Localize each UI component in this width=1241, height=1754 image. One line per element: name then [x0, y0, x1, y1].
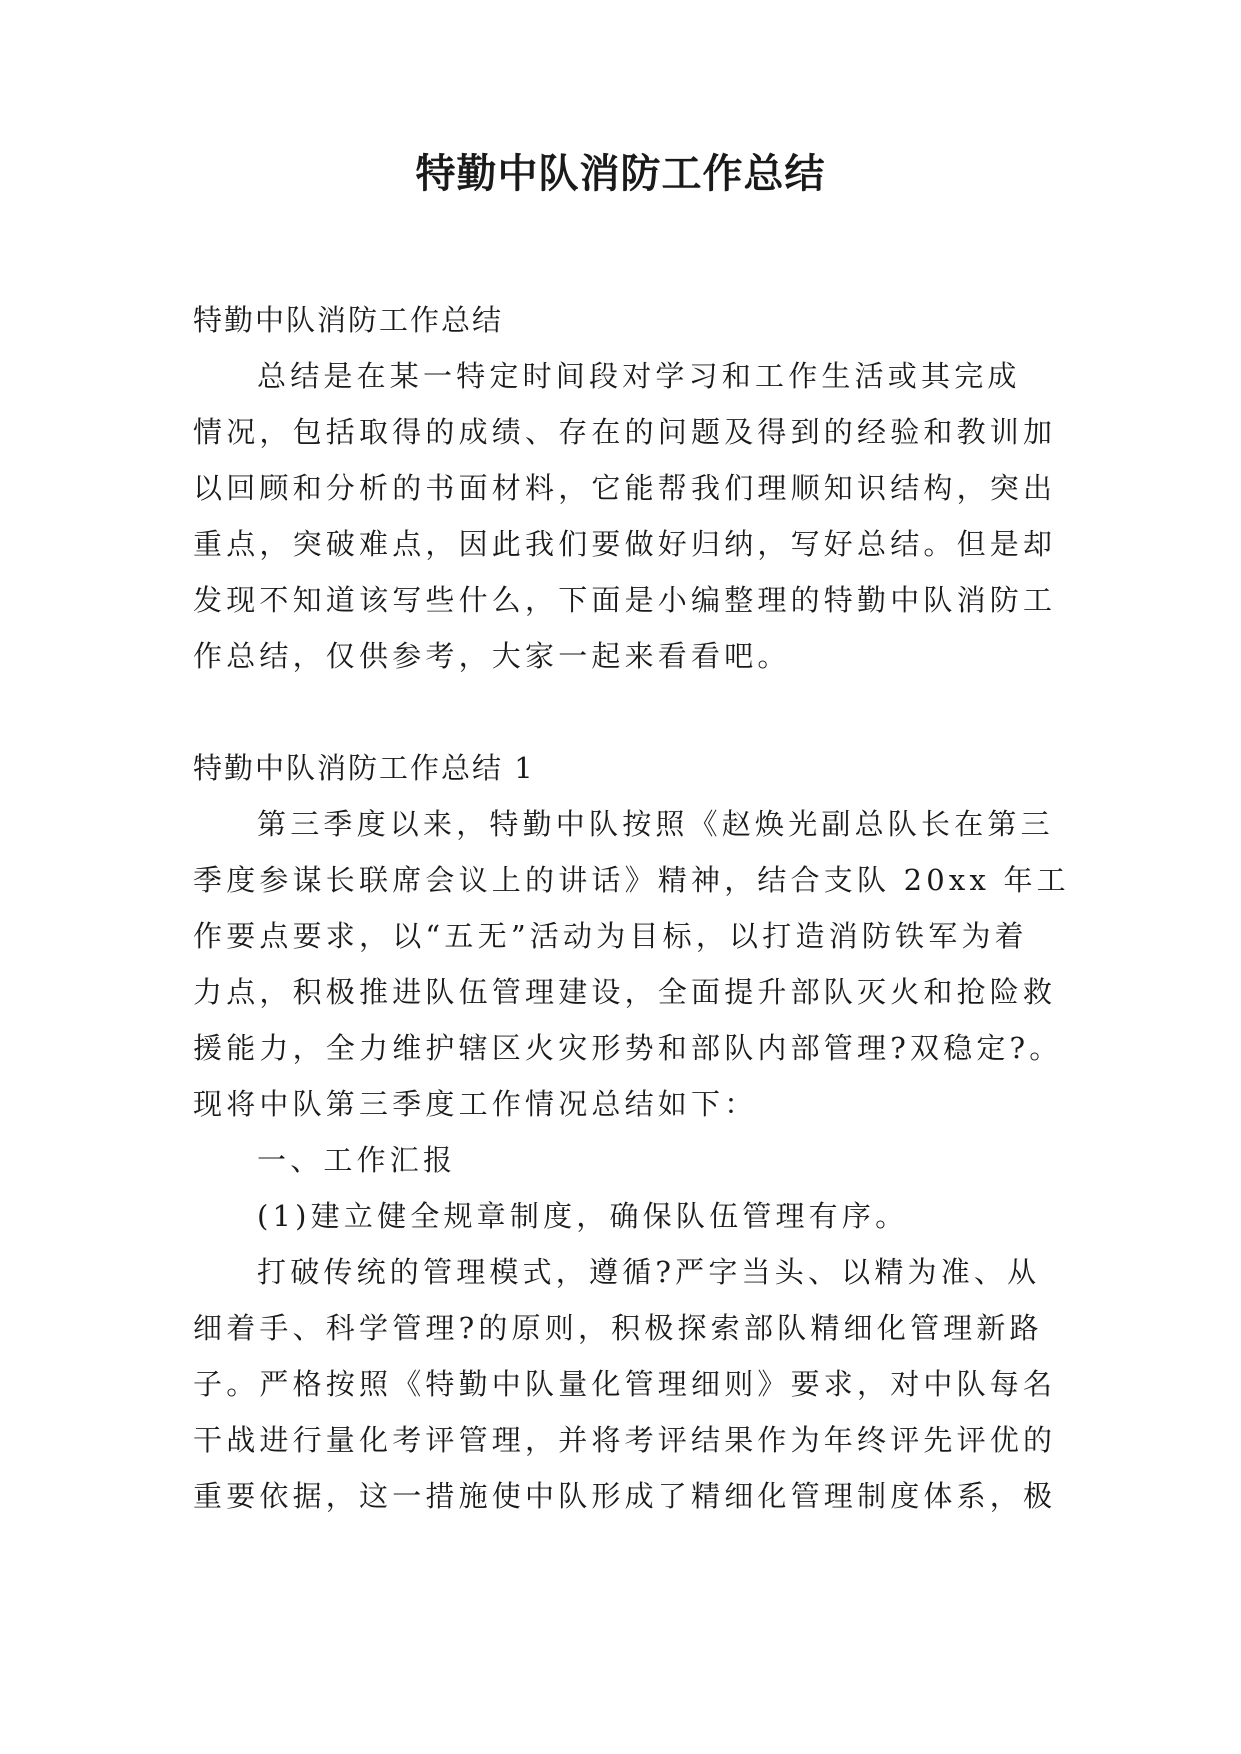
text-line: 情况，包括取得的成绩、存在的问题及得到的经验和教训加	[193, 415, 1057, 449]
text-line: 援能力，全力维护辖区火灾形势和部队内部管理?双稳定?。	[193, 1031, 1063, 1065]
text-line: 作要点要求，以“五无”活动为目标，以打造消防铁军为着	[193, 919, 1028, 953]
text-line: 子。严格按照《特勤中队量化管理细则》要求，对中队每名	[193, 1367, 1057, 1401]
section-heading: 特勤中队消防工作总结	[193, 303, 504, 337]
text-line: 总结是在某一特定时间段对学习和工作生活或其完成	[257, 359, 1021, 393]
text-line: 第三季度以来，特勤中队按照《赵焕光副总队长在第三	[257, 807, 1054, 841]
text-line: 以回顾和分析的书面材料，它能帮我们理顺知识结构，突出	[193, 471, 1057, 505]
document-body	[193, 292, 1070, 1524]
document-title: 特勤中队消防工作总结	[415, 151, 826, 197]
text-line: 重点，突破难点，因此我们要做好归纳，写好总结。但是却	[193, 527, 1057, 561]
text-line: 重要依据，这一措施使中队形成了精细化管理制度体系，极	[193, 1479, 1057, 1513]
section-heading: 特勤中队消防工作总结 1	[193, 751, 535, 785]
text-line: 现将中队第三季度工作情况总结如下：	[193, 1087, 758, 1121]
text-line: 季度参谋长联席会议上的讲话》精神，结合支队 20xx 年工	[193, 863, 1070, 897]
text-line: 干战进行量化考评管理，并将考评结果作为年终评先评优的	[193, 1423, 1057, 1457]
paragraph-gap	[193, 684, 1053, 740]
text-line: (1)建立健全规章制度，确保队伍管理有序。	[257, 1199, 909, 1233]
text-line: 打破传统的管理模式，遵循?严字当头、以精为准、从	[257, 1255, 1041, 1289]
text-line: 细着手、科学管理?的原则，积极探索部队精细化管理新路	[193, 1311, 1043, 1345]
text-line: 发现不知道该写些什么，下面是小编整理的特勤中队消防工	[193, 583, 1057, 617]
text-line: 一、工作汇报	[257, 1143, 457, 1177]
text-line: 力点，积极推进队伍管理建设，全面提升部队灭火和抢险救	[193, 975, 1057, 1009]
text-line: 作总结，仅供参考，大家一起来看看吧。	[193, 639, 791, 673]
